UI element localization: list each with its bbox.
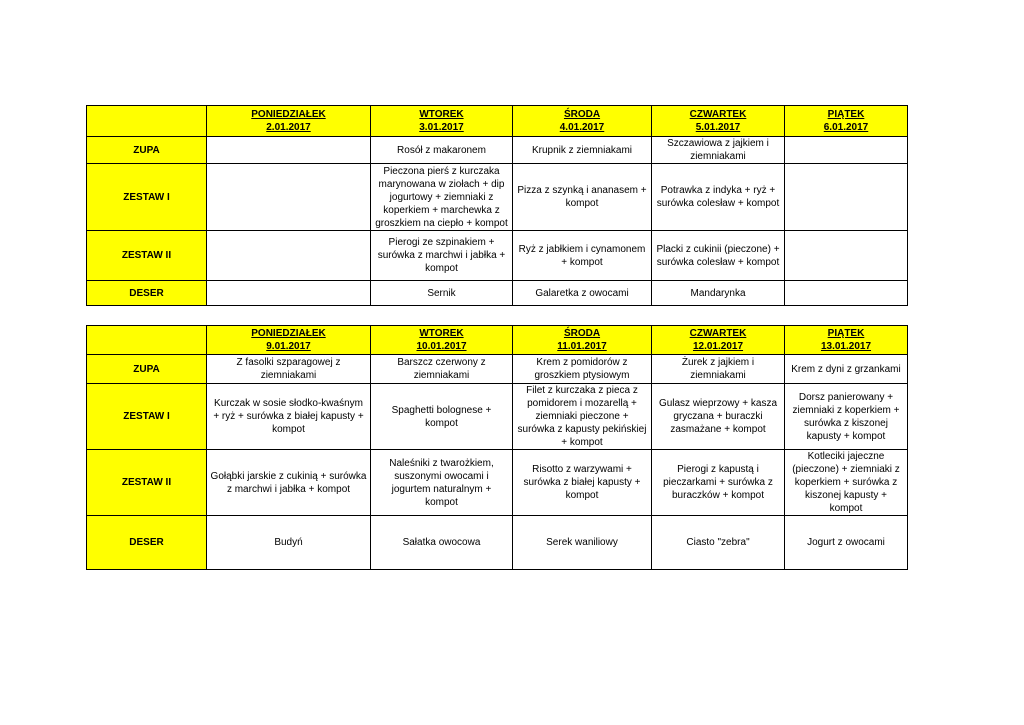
day-name: WTOREK [419, 328, 464, 339]
day-name: CZWARTEK [689, 109, 747, 120]
day-name: PONIEDZIAŁEK [251, 109, 326, 120]
menu-cell: Barszcz czerwony z ziemniakami [371, 355, 513, 384]
menu-cell: Pierogi z kapustą i pieczarkami + surówka z buraczków + kompot [652, 450, 785, 516]
menu-cell: Rosół z makaronem [371, 137, 513, 164]
day-name: PIĄTEK [827, 328, 865, 339]
day-name: ŚRODA [563, 328, 601, 339]
day-date: 12.01.2017 [692, 341, 744, 352]
day-header [652, 326, 785, 355]
menu-cell: Placki z cukinii (pieczone) + surówka colesław + kompot [652, 231, 785, 281]
table-row [87, 516, 908, 570]
menu-cell: Żurek z jajkiem i ziemniakami [652, 355, 785, 384]
day-date: 2.01.2017 [266, 122, 311, 133]
header-row [87, 326, 908, 355]
row-label: ZESTAW I [87, 164, 207, 231]
menu-cell [207, 164, 371, 231]
day-date: 11.01.2017 [557, 341, 607, 352]
table-row [87, 384, 908, 450]
day-date: 10.01.2017 [416, 341, 467, 352]
day-header [513, 326, 652, 355]
day-date: 9.01.2017 [266, 341, 311, 352]
day-name: PIĄTEK [827, 109, 865, 120]
menu-cell: Galaretka z owocami [513, 281, 652, 306]
row-label: ZESTAW II [87, 231, 207, 281]
menu-cell [785, 137, 908, 164]
menu-cell: Risotto z warzywami + surówka z białej kapusty + kompot [513, 450, 652, 516]
day-header [207, 106, 371, 137]
corner-cell [87, 326, 207, 355]
table-row [87, 164, 908, 231]
menu-cell: Sałatka owocowa [371, 516, 513, 570]
menu-cell: Kotleciki jajeczne (pieczone) + ziemniaki z koperkiem + surówka z kiszonej kapusty + kompot [785, 450, 908, 516]
day-header [785, 106, 908, 137]
row-label: ZESTAW II [87, 450, 207, 516]
menu-cell [785, 231, 908, 281]
day-name: CZWARTEK [689, 328, 747, 339]
day-header [207, 326, 371, 355]
day-header [371, 106, 513, 137]
menu-cell: Pizza z szynką i ananasem + kompot [513, 164, 652, 231]
menu-cell: Mandarynka [652, 281, 785, 306]
table-row [87, 137, 908, 164]
day-header [371, 326, 513, 355]
row-label: ZUPA [87, 355, 207, 384]
menu-cell: Szczawiowa z jajkiem i ziemniakami [652, 137, 785, 164]
table-row [87, 281, 908, 306]
menu-cell: Z fasolki szparagowej z ziemniakami [207, 355, 371, 384]
row-label: DESER [87, 516, 207, 570]
table-row [87, 450, 908, 516]
menu-cell: Naleśniki z twarożkiem, suszonymi owocami i jogurtem naturalnym + kompot [371, 450, 513, 516]
menu-cell: Potrawka z indyka + ryż + surówka colesław + kompot [652, 164, 785, 231]
menu-table-week-1 [86, 105, 908, 306]
corner-cell [87, 106, 207, 137]
menu-cell: Dorsz panierowany + ziemniaki z koperkiem + surówka z kiszonej kapusty + kompot [785, 384, 908, 450]
day-date: 13.01.2017 [820, 341, 872, 352]
menu-cell: Ryż z jabłkiem i cynamonem + kompot [513, 231, 652, 281]
row-label: ZUPA [87, 137, 207, 164]
menu-cell: Pieczona pierś z kurczaka marynowana w ziołach + dip jogurtowy + ziemniaki z koperkiem + marchewka z groszkiem na ciepło + kompot [371, 164, 513, 231]
menu-cell: Spaghetti bolognese + kompot [371, 384, 513, 450]
day-header [652, 106, 785, 137]
table-row [87, 355, 908, 384]
menu-cell: Gołąbki jarskie z cukinią + surówka z marchwi i jabłka + kompot [207, 450, 371, 516]
menu-cell: Sernik [371, 281, 513, 306]
menu-cell: Jogurt z owocami [785, 516, 908, 570]
menu-cell [785, 164, 908, 231]
day-header [513, 106, 652, 137]
day-name: ŚRODA [563, 109, 601, 120]
menu-cell [785, 281, 908, 306]
menu-cell [207, 281, 371, 306]
menu-cell [207, 231, 371, 281]
day-date: 3.01.2017 [419, 122, 464, 133]
day-name: PONIEDZIAŁEK [251, 328, 326, 339]
menu-cell: Pierogi ze szpinakiem + surówka z marchwi i jabłka + kompot [371, 231, 513, 281]
row-label: ZESTAW I [87, 384, 207, 450]
menu-cell: Ciasto "zebra" [652, 516, 785, 570]
table-row [87, 231, 908, 281]
menu-cell: Krupnik z ziemniakami [513, 137, 652, 164]
menu-cell [207, 137, 371, 164]
menu-cell: Gulasz wieprzowy + kasza gryczana + buraczki zasmażane + kompot [652, 384, 785, 450]
day-date: 4.01.2017 [559, 122, 605, 133]
day-name: WTOREK [419, 109, 464, 120]
row-label: DESER [87, 281, 207, 306]
menu-table-week-2 [86, 325, 908, 570]
day-header [785, 326, 908, 355]
menu-cell: Budyń [207, 516, 371, 570]
menu-cell: Krem z dyni z grzankami [785, 355, 908, 384]
day-date: 6.01.2017 [823, 122, 869, 133]
menu-cell: Serek waniliowy [513, 516, 652, 570]
menu-cell: Filet z kurczaka z pieca z pomidorem i mozarellą + ziemniaki pieczone + surówka z kapusty pekińskiej + kompot [513, 384, 652, 450]
menu-cell: Kurczak w sosie słodko-kwaśnym + ryż + surówka z białej kapusty + kompot [207, 384, 371, 450]
menu-cell: Krem z pomidorów z groszkiem ptysiowym [513, 355, 652, 384]
header-row [87, 106, 908, 137]
day-date: 5.01.2017 [695, 122, 741, 133]
